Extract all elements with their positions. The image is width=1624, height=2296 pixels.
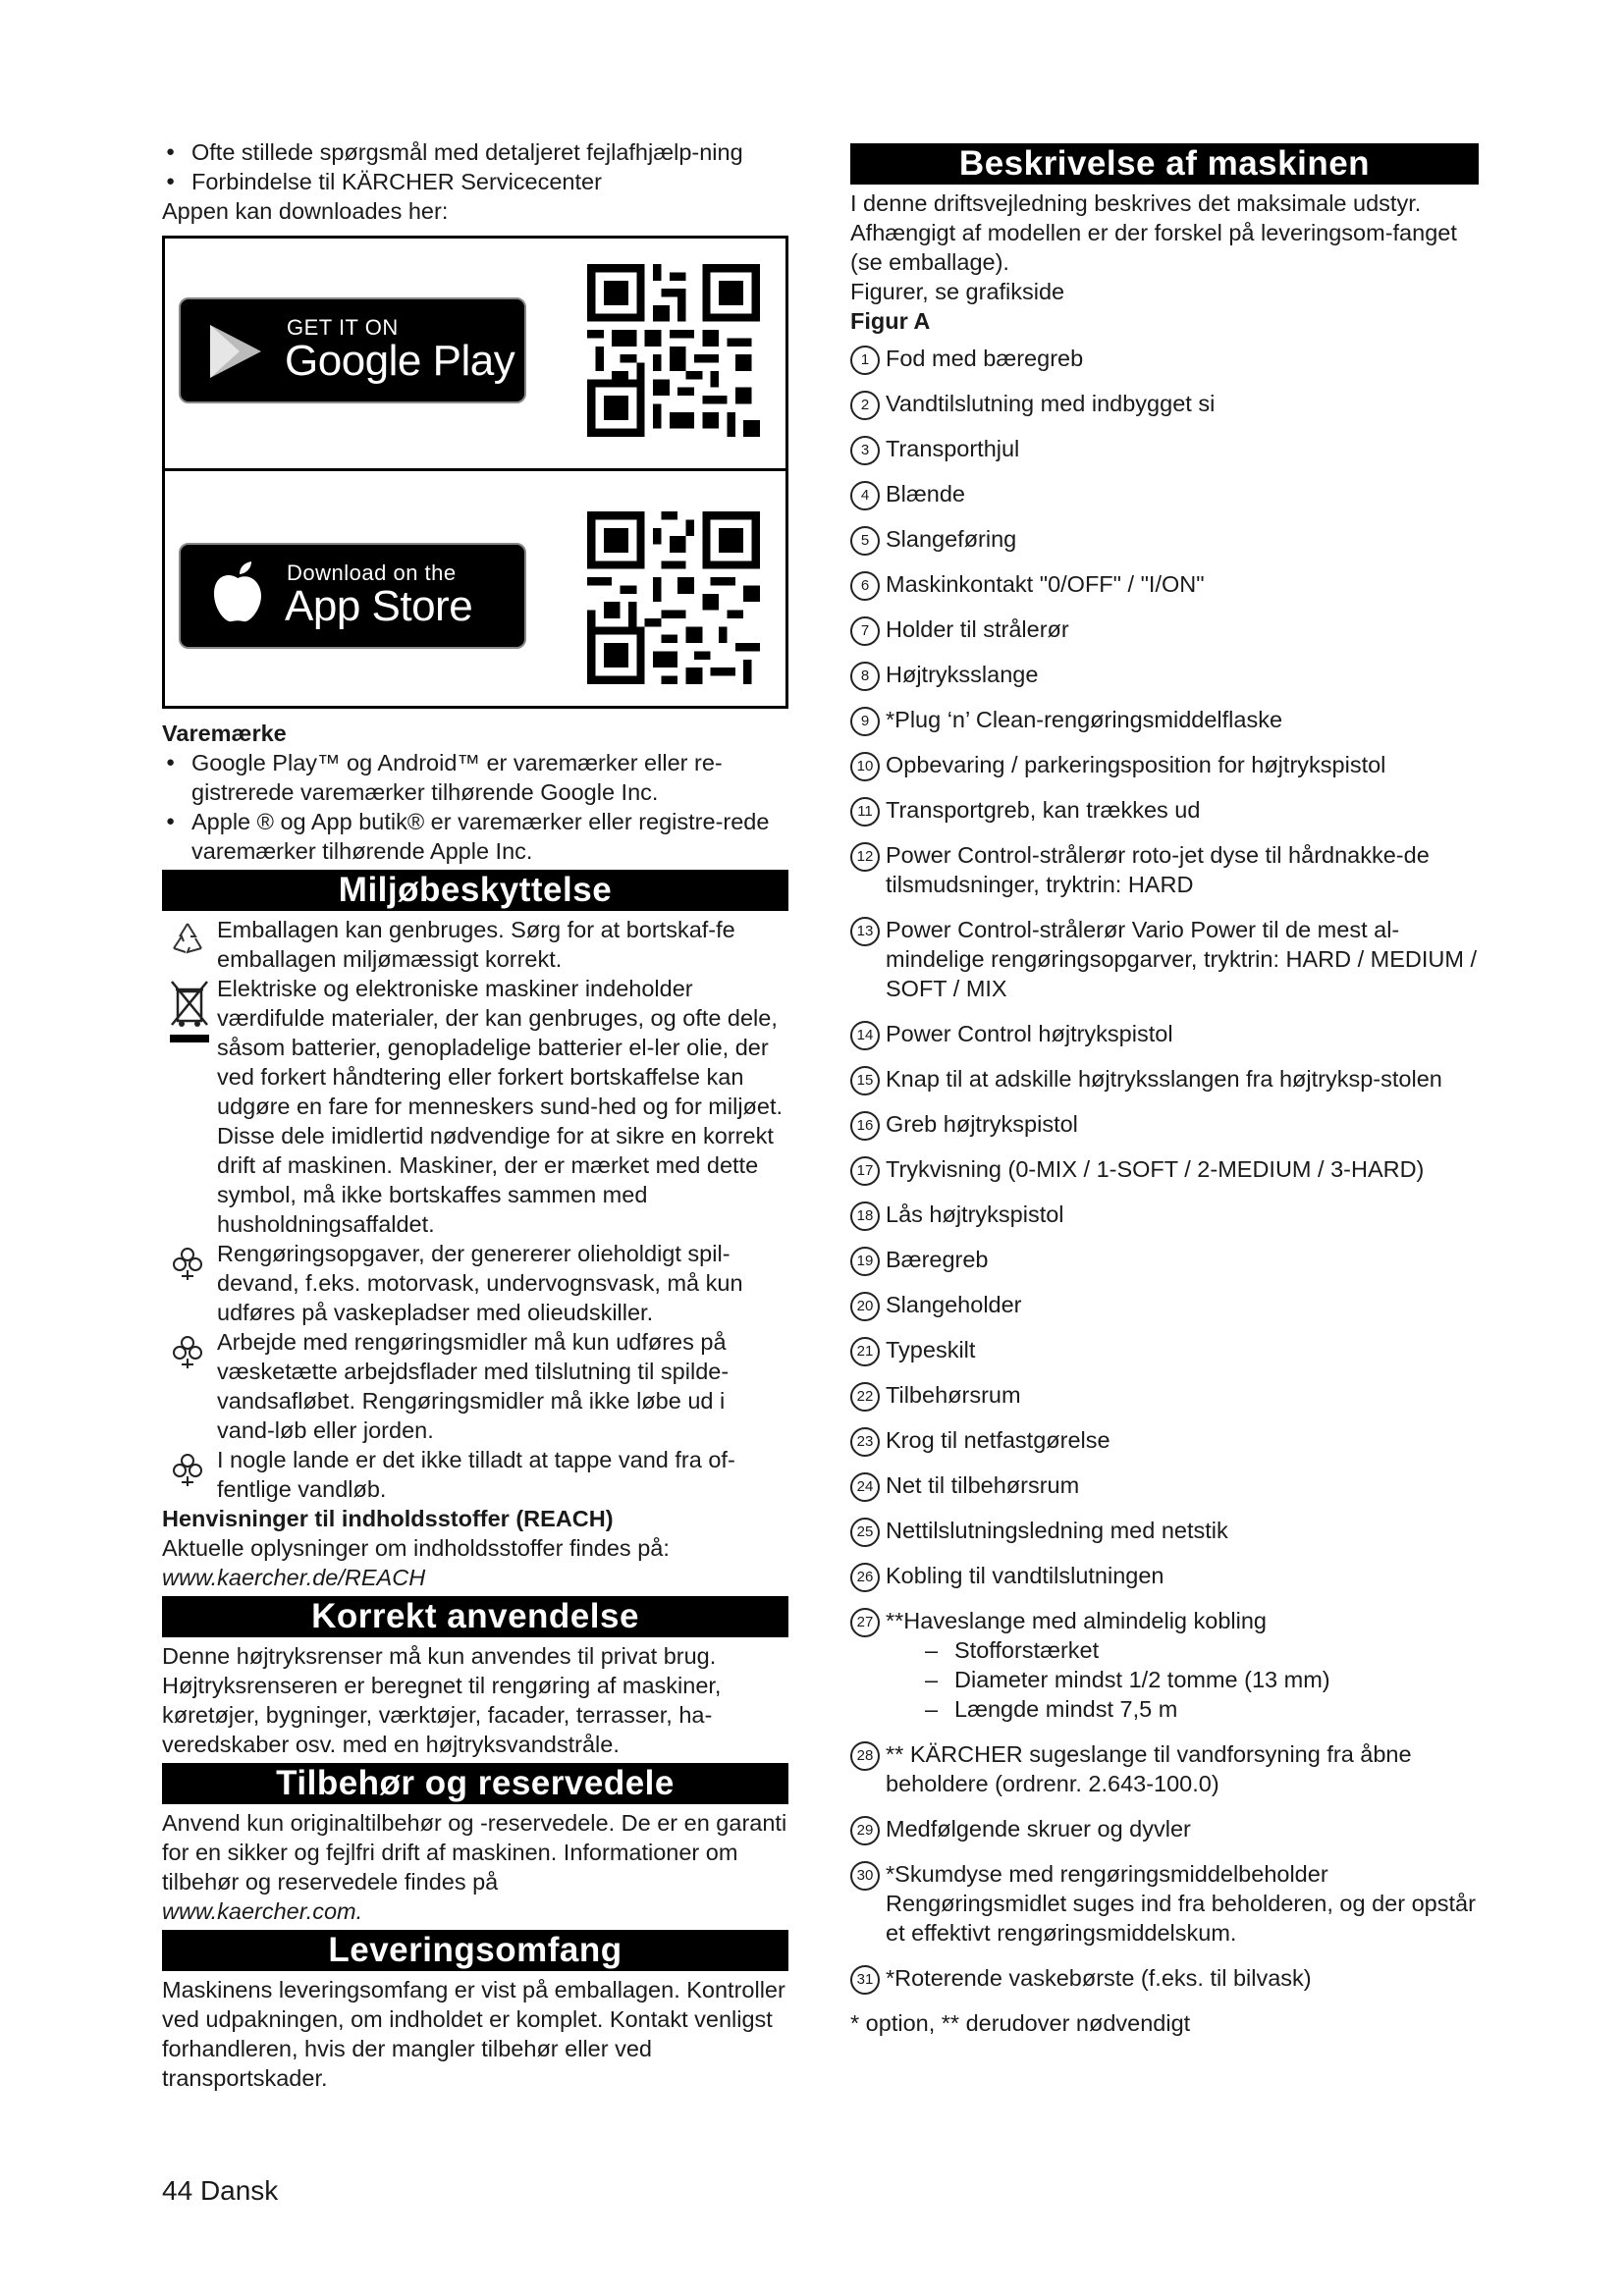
part-item [850, 1470, 1479, 1500]
part-item [850, 1963, 1479, 1993]
trademark-title: Varemærke [162, 721, 287, 746]
part-item [850, 1739, 1479, 1798]
oil-water-icon [168, 1449, 207, 1488]
part-number-badge: 27 [850, 1608, 880, 1637]
part-text: Power Control-strålerør Vario Power til de mest al-mindelige rengøringsopgarver, tryktrin: HARD / MEDIUM / SOFT / MIX [886, 917, 1478, 1001]
part-text: Fod med bæregreb [886, 346, 1084, 371]
intro-bullet: ● Ofte stillede spørgsmål med detaljeret fejlafhjælp-ning [162, 137, 788, 167]
app-store-button[interactable] [179, 543, 526, 649]
reach-text: Aktuelle oplysninger om indholdsstoffer findes på: [162, 1535, 670, 1561]
env-oil-text: Rengøringsopgaver, der genererer olieholdigt spil-devand, f.eks. motorvask, undervognsvask, må kun udføres på vaskepladser med olieudskiller. [217, 1241, 743, 1325]
part-item [850, 660, 1479, 689]
part-number-badge: 6 [850, 571, 880, 601]
part-item [850, 1859, 1479, 1948]
app-store-big: App Store [285, 582, 473, 630]
hose-spec: – Diameter mindst 1/2 tomme (13 mm) [886, 1665, 1479, 1694]
part-number-badge: 18 [850, 1201, 880, 1231]
apple-icon [210, 561, 265, 625]
part-number-badge: 15 [850, 1066, 880, 1095]
part-item [850, 569, 1479, 599]
reach-url[interactable]: www.kaercher.de/REACH [162, 1565, 426, 1590]
part-item [850, 750, 1479, 779]
part-item [850, 840, 1479, 899]
part-item [850, 1200, 1479, 1229]
part-number-badge: 19 [850, 1247, 880, 1276]
part-text: Greb højtrykspistol [886, 1111, 1078, 1137]
footnote: * option, ** derudover nødvendigt [850, 2010, 1191, 2036]
intro-bullet: ● Forbindelse til KÄRCHER Servicecenter [162, 167, 788, 196]
accessories-text: Anvend kun originaltilbehør og -reservedele. De er en garanti for en sikker og fejlfri drift af maskinen. Informationer om tilbehør og reservedele findes på [162, 1810, 787, 1895]
part-text: Power Control højtrykspistol [886, 1021, 1173, 1046]
part-number-badge: 5 [850, 526, 880, 556]
part-number-badge: 21 [850, 1337, 880, 1366]
part-number-badge: 24 [850, 1472, 880, 1502]
part-item [850, 1516, 1479, 1545]
part-item [850, 1245, 1479, 1274]
env-detergent-note [162, 1327, 788, 1445]
part-text: Kobling til vandtilslutningen [886, 1563, 1164, 1588]
oil-water-icon [168, 1331, 207, 1370]
correct-use-text: Denne højtryksrenser må kun anvendes til privat brug. Højtryksrenseren er beregnet til rengøring af maskiner, køretøjer, bygninger, værktøjer, facader, terrasser, ha-veredskaber osv. med en højtryksvandstråle. [162, 1643, 722, 1757]
part-number-badge: 31 [850, 1965, 880, 1995]
part-text: Tilbehørsrum [886, 1382, 1021, 1408]
download-text: Appen kan downloades her: [162, 198, 449, 224]
part-item [850, 1814, 1479, 1843]
part-text: Net til tilbehørsrum [886, 1472, 1080, 1498]
part-item [850, 1425, 1479, 1455]
footer-language: Dansk [199, 2175, 279, 2206]
env-recycle-note [162, 915, 788, 974]
app-store-small: Download on the [287, 561, 457, 585]
app-download-box [162, 236, 788, 709]
part-text: ** KÄRCHER sugeslange til vandforsyning fra åbne beholdere (ordrenr. 2.643-100.0) [886, 1741, 1412, 1796]
part-item [850, 344, 1479, 373]
scope-text: Maskinens leveringsomfang er vist på emballagen. Kontroller ved udpakningen, om indholdet er komplet. Kontakt venligst forhandleren, hvis der mangler tilbehør eller ved transportskader. [162, 1977, 785, 2091]
part-text: Blænde [886, 481, 965, 507]
part-number-badge: 13 [850, 917, 880, 946]
part-text: Slangeføring [886, 526, 1017, 552]
part-number-badge: 25 [850, 1518, 880, 1547]
part-item [850, 1154, 1479, 1184]
trademark-bullet: ● Apple ® og App butik® er varemærker eller registre-rede varemærker tilhørende Apple Inc. [162, 807, 788, 866]
part-number-badge: 30 [850, 1861, 880, 1891]
part-number-badge: 1 [850, 346, 880, 375]
part-item [850, 434, 1479, 463]
part-number-badge: 11 [850, 797, 880, 827]
part-item [850, 1109, 1479, 1139]
section-heading-accessories: Tilbehør og reservedele [162, 1763, 788, 1804]
part-text: *Roterende vaskebørste (f.eks. til bilvask) [886, 1965, 1312, 1991]
page-footer [162, 2175, 278, 2207]
google-play-button[interactable] [179, 297, 526, 403]
env-oil-note [162, 1239, 788, 1327]
part-text: Medfølgende skruer og dyvler [886, 1816, 1191, 1842]
crossed-bin-icon [168, 978, 211, 1046]
trademark-bullet: ● Google Play™ og Android™ er varemærker eller re-gistrerede varemærker tilhørende Google Inc. [162, 748, 788, 807]
part-number-badge: 4 [850, 481, 880, 510]
env-water-text: I nogle lande er det ikke tilladt at tappe vand fra of-fentlige vandløb. [217, 1447, 735, 1502]
part-number-badge: 12 [850, 842, 880, 872]
part-text: Transporthjul [886, 436, 1020, 461]
section-heading-correct-use: Korrekt anvendelse [162, 1596, 788, 1637]
section-heading-description: Beskrivelse af maskinen [850, 143, 1479, 185]
description-intro: I denne driftsvejledning beskrives det maksimale udstyr. Afhængigt af modellen er der forskel på leveringsom-fanget (se emballage). [850, 190, 1457, 275]
play-triangle-icon [204, 321, 265, 382]
hose-spec: – Stofforstærket [886, 1635, 1479, 1665]
part-text: Maskinkontakt "0/OFF" / "I/ON" [886, 571, 1205, 597]
part-text: Knap til at adskille højtryksslangen fra højtryksp-stolen [886, 1066, 1442, 1092]
env-weee-note [162, 974, 788, 1239]
figure-label: Figur A [850, 308, 931, 334]
part-number-badge: 16 [850, 1111, 880, 1141]
part-text: Højtryksslange [886, 662, 1039, 687]
oil-water-icon [168, 1243, 207, 1282]
parts-list [850, 344, 1479, 1993]
env-weee-text: Elektriske og elektroniske maskiner indeholder værdifulde materialer, der kan genbruges, og ofte dele, såsom batterier, genopladelige batterier el-ler olie, der ved forkert håndtering eller forkert bortskaffelse kan udgøre en fare for menneskers sund-hed og for miljøet. Disse dele imidlertid nødvendige for at sikre en korrekt drift af maskinen. Maskiner, der er mærket med dette symbol, må ikke bortskaffes sammen med husholdningsaffaldet. [217, 976, 784, 1237]
left-column [162, 137, 788, 2093]
part-text: Transportgreb, kan trækkes ud [886, 797, 1201, 823]
part-item [850, 479, 1479, 508]
part-text: *Plug ‘n’ Clean-rengøringsmiddelflaske [886, 707, 1283, 732]
part-text: Typeskilt [886, 1337, 976, 1362]
figures-note: Figurer, se grafikside [850, 279, 1065, 304]
part-text: *Skumdyse med rengøringsmiddelbeholder Rengøringsmidlet suges ind fra beholderen, og der opstår et effektivt rengøringsmiddelskum. [886, 1861, 1476, 1946]
part-item [850, 1290, 1479, 1319]
part-item [850, 524, 1479, 554]
part-number-badge: 20 [850, 1292, 880, 1321]
accessories-url[interactable]: www.kaercher.com. [162, 1898, 363, 1924]
hose-spec: – Længde mindst 7,5 m [886, 1694, 1479, 1724]
part-number-badge: 22 [850, 1382, 880, 1412]
part-item [850, 1380, 1479, 1410]
part-text: Lås højtrykspistol [886, 1201, 1064, 1227]
reach-title: Henvisninger til indholdsstoffer (REACH) [162, 1506, 614, 1531]
google-play-small: GET IT ON [287, 315, 399, 340]
recycle-icon [168, 919, 207, 958]
qr-code-icon [587, 511, 760, 684]
part-number-badge: 26 [850, 1563, 880, 1592]
part-text: Trykvisning (0-MIX / 1-SOFT / 2-MEDIUM / 3-HARD) [886, 1156, 1425, 1182]
section-heading-scope: Leveringsomfang [162, 1930, 788, 1971]
right-column [850, 137, 1479, 2038]
part-number-badge: 17 [850, 1156, 880, 1186]
part-text: Opbevaring / parkeringsposition for højtrykspistol [886, 752, 1386, 777]
part-item [850, 705, 1479, 734]
part-item [850, 1335, 1479, 1364]
part-item [850, 1019, 1479, 1048]
box-divider [165, 468, 785, 471]
part-item [850, 915, 1479, 1003]
part-number-badge: 8 [850, 662, 880, 691]
part-item [850, 1561, 1479, 1590]
part-item [850, 1064, 1479, 1094]
page-number: 44 [162, 2175, 193, 2206]
qr-code-icon [587, 264, 760, 437]
part-number-badge: 28 [850, 1741, 880, 1771]
env-recycle-text: Emballagen kan genbruges. Sørg for at bortskaf-fe emballagen miljømæssigt korrekt. [217, 917, 735, 972]
part-item [850, 795, 1479, 825]
section-heading-environment: Miljøbeskyttelse [162, 870, 788, 911]
part-text: Bæregreb [886, 1247, 989, 1272]
part-text: Slangeholder [886, 1292, 1022, 1317]
part-item [850, 614, 1479, 644]
part-number-badge: 3 [850, 436, 880, 465]
part-text: Power Control-strålerør roto-jet dyse til hårdnakke-de tilsmudsninger, tryktrin: HARD [886, 842, 1430, 897]
part-text: Krog til netfastgørelse [886, 1427, 1110, 1453]
google-play-big: Google Play [285, 337, 515, 385]
part-number-badge: 14 [850, 1021, 880, 1050]
part-text: **Haveslange med almindelig kobling [886, 1608, 1267, 1633]
env-detergent-text: Arbejde med rengøringsmidler må kun udføres på væsketætte arbejdsflader med tilslutning til spilde-vandsafløbet. Rengøringsmidler må ikke løbe ud i vand-løb eller jorden. [217, 1329, 730, 1443]
part-number-badge: 7 [850, 616, 880, 646]
part-text: Vandtilslutning med indbygget si [886, 391, 1216, 416]
part-item [850, 1606, 1479, 1724]
part-item [850, 389, 1479, 418]
part-number-badge: 2 [850, 391, 880, 420]
part-text: Holder til strålerør [886, 616, 1069, 642]
part-text: Nettilslutningsledning med netstik [886, 1518, 1228, 1543]
part-number-badge: 29 [850, 1816, 880, 1845]
env-water-note [162, 1445, 788, 1504]
part-number-badge: 10 [850, 752, 880, 781]
part-number-badge: 9 [850, 707, 880, 736]
part-number-badge: 23 [850, 1427, 880, 1457]
